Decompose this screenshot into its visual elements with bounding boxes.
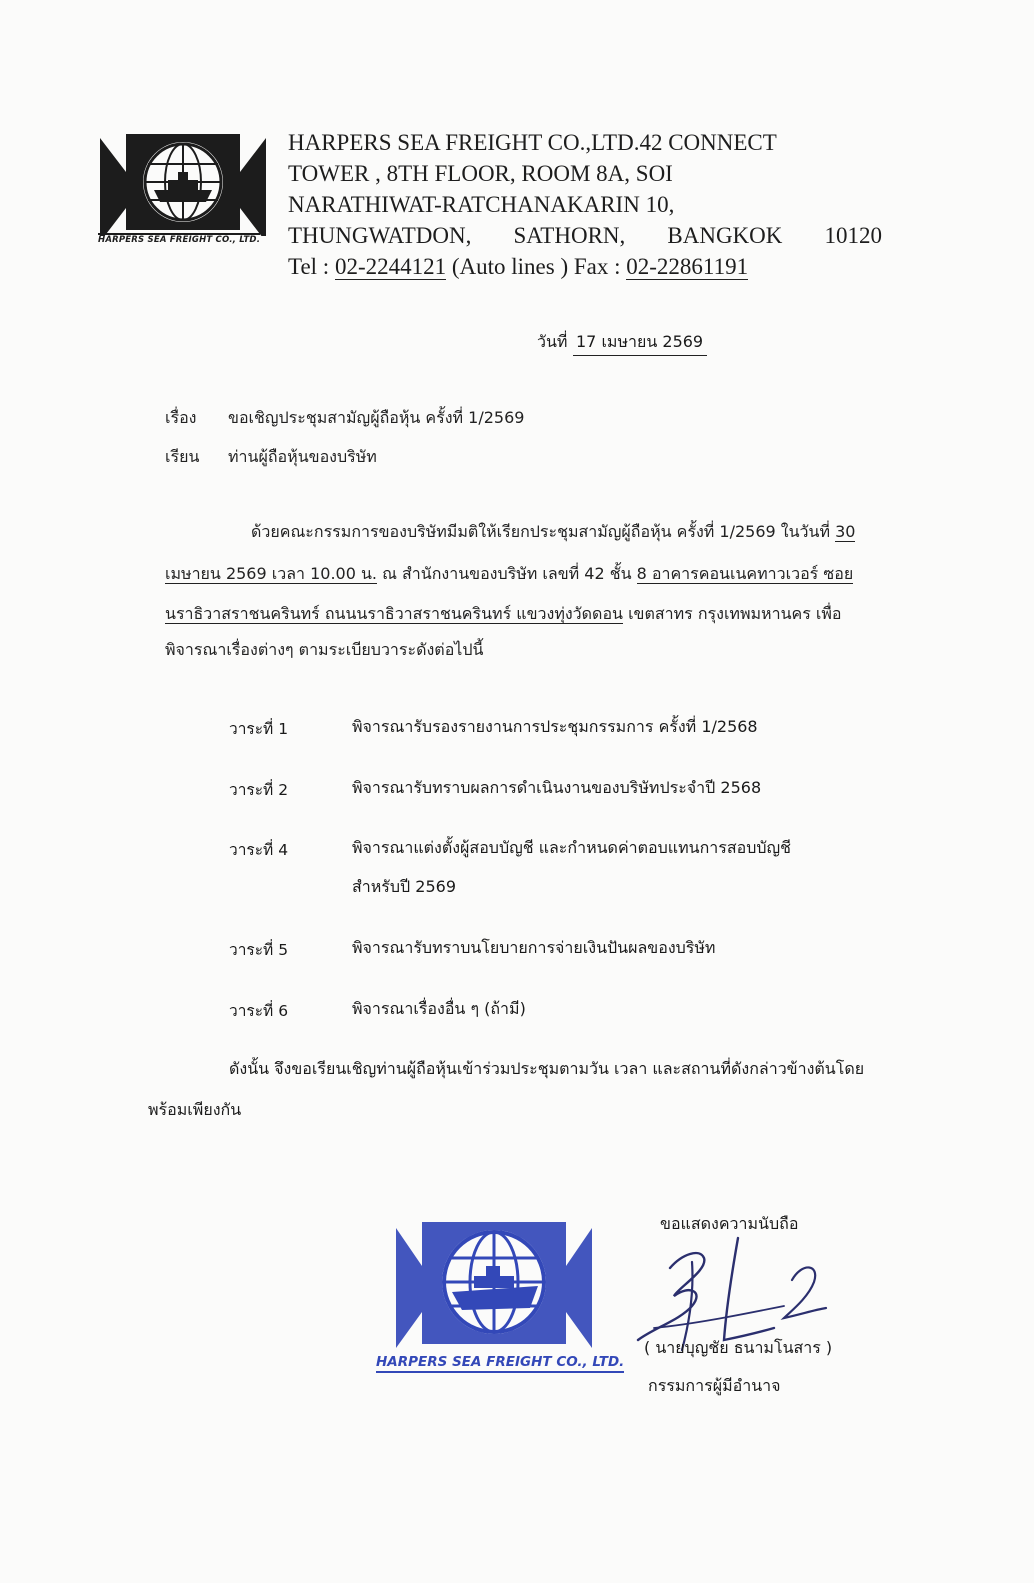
regards-text: ขอแสดงความนับถือ xyxy=(660,1214,799,1233)
subject-label: เรื่อง xyxy=(165,408,197,427)
tel-label: Tel : xyxy=(288,254,335,279)
agenda-number: วาระที่ 5 xyxy=(229,941,289,959)
company-stamp xyxy=(376,1220,625,1382)
body-line-3 xyxy=(165,602,842,627)
company-address xyxy=(288,127,888,282)
company-logo xyxy=(94,132,272,248)
recipient-row xyxy=(165,445,377,470)
closing-line-2: พร้อมเพียงกัน xyxy=(148,1100,242,1119)
agenda-text-continued: สำหรับปี 2569 xyxy=(352,877,457,896)
recipient-text: ท่านผู้ถือหุ้นของบริษัท xyxy=(228,447,377,466)
body-line-4: พิจารณาเรื่องต่างๆ ตามระเบียบวาระดังต่อไปนี้ xyxy=(165,640,484,659)
date-label: วันที่ xyxy=(537,332,568,351)
address-subdistrict: THUNGWATDON, xyxy=(288,223,472,248)
address-district: SATHORN, xyxy=(513,223,626,248)
subject-row xyxy=(165,406,525,431)
signer-title: กรรมการผู้มีอำนาจ xyxy=(648,1376,781,1395)
agenda-number: วาระที่ 2 xyxy=(229,781,289,799)
handwritten-signature-icon xyxy=(634,1232,874,1352)
address-line-3: NARATHIWAT-RATCHANAKARIN 10, xyxy=(288,192,675,217)
address-postcode: 10120 xyxy=(824,223,882,248)
agenda-text: พิจารณารับทราบผลการดำเนินงานของบริษัทประจำปี 2568 xyxy=(352,778,762,797)
meeting-date-time: เมษายน 2569 เวลา 10.00 น. xyxy=(165,564,377,583)
meeting-day: 30 xyxy=(835,522,856,541)
agenda-text: พิจารณาแต่งตั้งผู้สอบบัญชี และกำหนดค่าตอบแทนการสอบบัญชี xyxy=(352,838,792,857)
address-line-2: TOWER , 8TH FLOOR, ROOM 8A, SOI xyxy=(288,161,673,186)
tel-number: 02-2244121 xyxy=(334,254,447,279)
agenda-text: พิจารณารับรองรายงานการประชุมกรรมการ ครั้งที่ 1/2568 xyxy=(352,717,758,736)
tel-note: (Auto lines ) Fax : xyxy=(446,254,627,279)
subject-text: ขอเชิญประชุมสามัญผู้ถือหุ้น ครั้งที่ 1/2569 xyxy=(228,408,525,427)
recipient-label: เรียน xyxy=(165,447,200,466)
agenda-number: วาระที่ 1 xyxy=(229,720,289,738)
agenda-text: พิจารณาเรื่องอื่น ๆ (ถ้ามี) xyxy=(352,999,526,1018)
agenda-number: วาระที่ 4 xyxy=(229,841,289,859)
address-line-4 xyxy=(288,220,882,251)
body-line-2-text: ณ สำนักงานของบริษัท เลขที่ 42 ชั้น xyxy=(377,564,637,583)
fax-number: 02-22861191 xyxy=(626,254,749,279)
meeting-address: นราธิวาสราชนครินทร์ ถนนนราธิวาสราชนครินทร์ แขวงทุ่งวัดดอน xyxy=(165,604,623,623)
address-line-1: HARPERS SEA FREIGHT CO.,LTD.42 CONNECT xyxy=(288,130,777,155)
date-value: 17 เมษายน 2569 xyxy=(573,330,707,356)
body-paragraph xyxy=(165,520,898,660)
body-line-1 xyxy=(251,520,855,545)
logo-caption: HARPERS SEA FREIGHT CO., LTD. xyxy=(98,235,261,245)
stamp-globe-ship-icon xyxy=(376,1220,612,1360)
signature-block xyxy=(634,1212,874,1402)
contact-line xyxy=(288,251,888,282)
stamp-caption: HARPERS SEA FREIGHT CO., LTD. xyxy=(376,1354,624,1373)
letter-date xyxy=(537,330,707,356)
body-line-3-text: เขตสาทร กรุงเทพมหานคร เพื่อ xyxy=(622,604,842,623)
body-line-2 xyxy=(165,562,853,587)
closing-line-1: ดังนั้น จึงขอเรียนเชิญท่านผู้ถือหุ้นเข้าร่วมประชุมตามวัน เวลา และสถานที่ดังกล่าวข้างต้นโดย xyxy=(229,1059,865,1078)
agenda-text: พิจารณารับทราบนโยบายการจ่ายเงินปันผลของบริษัท xyxy=(352,938,716,957)
body-line-1-text: ด้วยคณะกรรมการของบริษัทมีมติให้เรียกประชุมสามัญผู้ถือหุ้น ครั้งที่ 1/2569 ในวันที่ xyxy=(251,522,836,541)
address-city: BANGKOK xyxy=(667,223,783,248)
globe-ship-logo-icon xyxy=(94,132,272,248)
signer-name: ( นายบุญชัย ธนามโนสาร ) xyxy=(644,1338,833,1357)
meeting-building: 8 อาคารคอนเนคทาวเวอร์ ซอย xyxy=(636,564,854,583)
agenda-number: วาระที่ 6 xyxy=(229,1002,289,1020)
